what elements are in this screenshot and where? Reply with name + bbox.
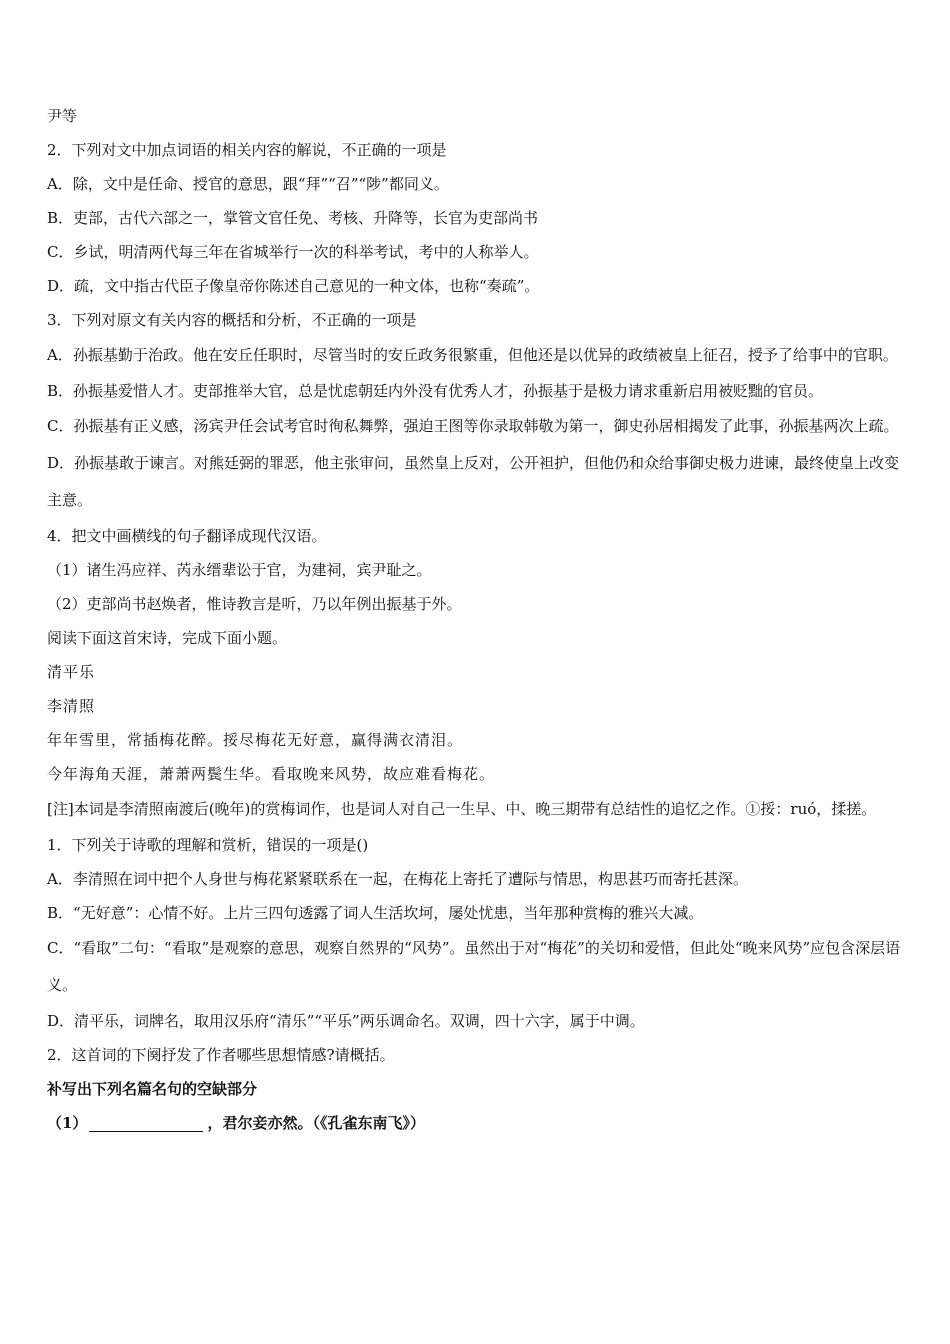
poem-question-1-option-b: B．“无好意”：心情不好。上片三四句透露了词人生活坎坷，屡处忧患，当年那种赏梅的雅兴大减。 [47,904,704,922]
question-2-option-a: A．除，文中是任命、授官的意思，跟“拜”“召”“陟”都同义。 [47,175,449,193]
fill-in-item-1-suffix: ，君尔妾亦然。（《孔雀东南飞》） [207,1114,425,1132]
poem-question-1-option-d: D．清平乐，词牌名，取用汉乐府“清乐”“平乐”两乐调命名。双调，四十六字，属于中调。 [47,1012,645,1030]
question-3-option-a: A．孙振基勤于治政。他在安丘任职时，尽管当时的安丘政务很繁重，但他还是以优异的政绩被皇上征召，授予了给事中的官职。 [47,346,898,364]
poem-line-2: 今年海角天涯，萧萧两鬓生华。看取晚来风势，故应难看梅花。 [47,765,496,783]
poem-line-1: 年年雪里，常插梅花醉。挼尽梅花无好意，赢得满衣清泪。 [47,731,464,749]
question-4: 4．把文中画横线的句子翻译成现代汉语。 [47,527,327,545]
question-2-option-d: D．疏，文中指古代臣子像皇帝你陈述自己意见的一种文体，也称“奏疏”。 [47,277,540,295]
poem-question-1-option-c: C．“看取”二句：“看取”是观察的意思，观察自然界的“风势”。虽然出于对“梅花”的关切和爱惜，但此处“晚来风势”应包含深层语义。 [47,939,901,994]
poem-author: 李清照 [47,697,96,715]
question-2-option-c: C．乡试，明清两代每三年在省城举行一次的科举考试，考中的人称举人。 [47,243,539,261]
answer-blank[interactable] [89,1117,203,1132]
question-4-item-2: （2）吏部尚书赵焕者，惟诗教言是听，乃以年例出振基于外。 [47,595,462,613]
question-3-option-d: D．孙振基敢于谏言。对熊廷弼的罪恶，他主张审问，虽然皇上反对，公开袒护，但他仍和众给事御史极力进谏，最终使皇上改变主意。 [47,454,900,509]
poem-note: [注]本词是李清照南渡后(晚年)的赏梅词作，也是词人对自己一生早、中、晚三期带有总结性的追忆之作。①挼：ruó，揉搓。 [47,800,877,818]
poem-title: 清平乐 [47,663,96,681]
poem-question-1: 1．下列关于诗歌的理解和赏析，错误的一项是() [47,836,369,854]
fill-in-section-title: 补写出下列名篇名句的空缺部分 [47,1080,258,1098]
question-3: 3．下列对原文有关内容的概括和分析，不正确的一项是 [47,311,417,329]
reading-instruction: 阅读下面这首宋诗，完成下面小题。 [47,629,288,647]
question-2-option-b: B．吏部，古代六部之一，掌管文官任免、考核、升降等，长官为吏部尚书 [47,209,539,227]
poem-question-1-option-a: A．李清照在词中把个人身世与梅花紧紧联系在一起，在梅花上寄托了遭际与情思，构思甚巧而寄托甚深。 [47,870,748,888]
fill-in-item-1-prefix: （1） [47,1114,88,1132]
question-4-item-1: （1）诸生冯应祥、芮永缙辈讼于官，为建祠，宾尹耻之。 [47,561,432,579]
text-line: 尹等 [47,107,78,125]
poem-question-2: 2．这首词的下阕抒发了作者哪些思想情感?请概括。 [47,1046,395,1064]
question-3-option-b: B．孙振基爱惜人才。吏部推举大官，总是忧虑朝廷内外没有优秀人才，孙振基于是极力请求重新启用被贬黜的官员。 [47,382,824,400]
fill-in-item-1 [47,1106,907,1140]
question-3-option-c: C．孙振基有正义感，汤宾尹任会试考官时徇私舞弊，强迫王图等你录取韩敬为第一，御史孙居相揭发了此事，孙振基两次上疏。 [47,417,899,435]
document-page [47,99,907,1140]
question-2: 2．下列对文中加点词语的相关内容的解说，不正确的一项是 [47,141,447,159]
